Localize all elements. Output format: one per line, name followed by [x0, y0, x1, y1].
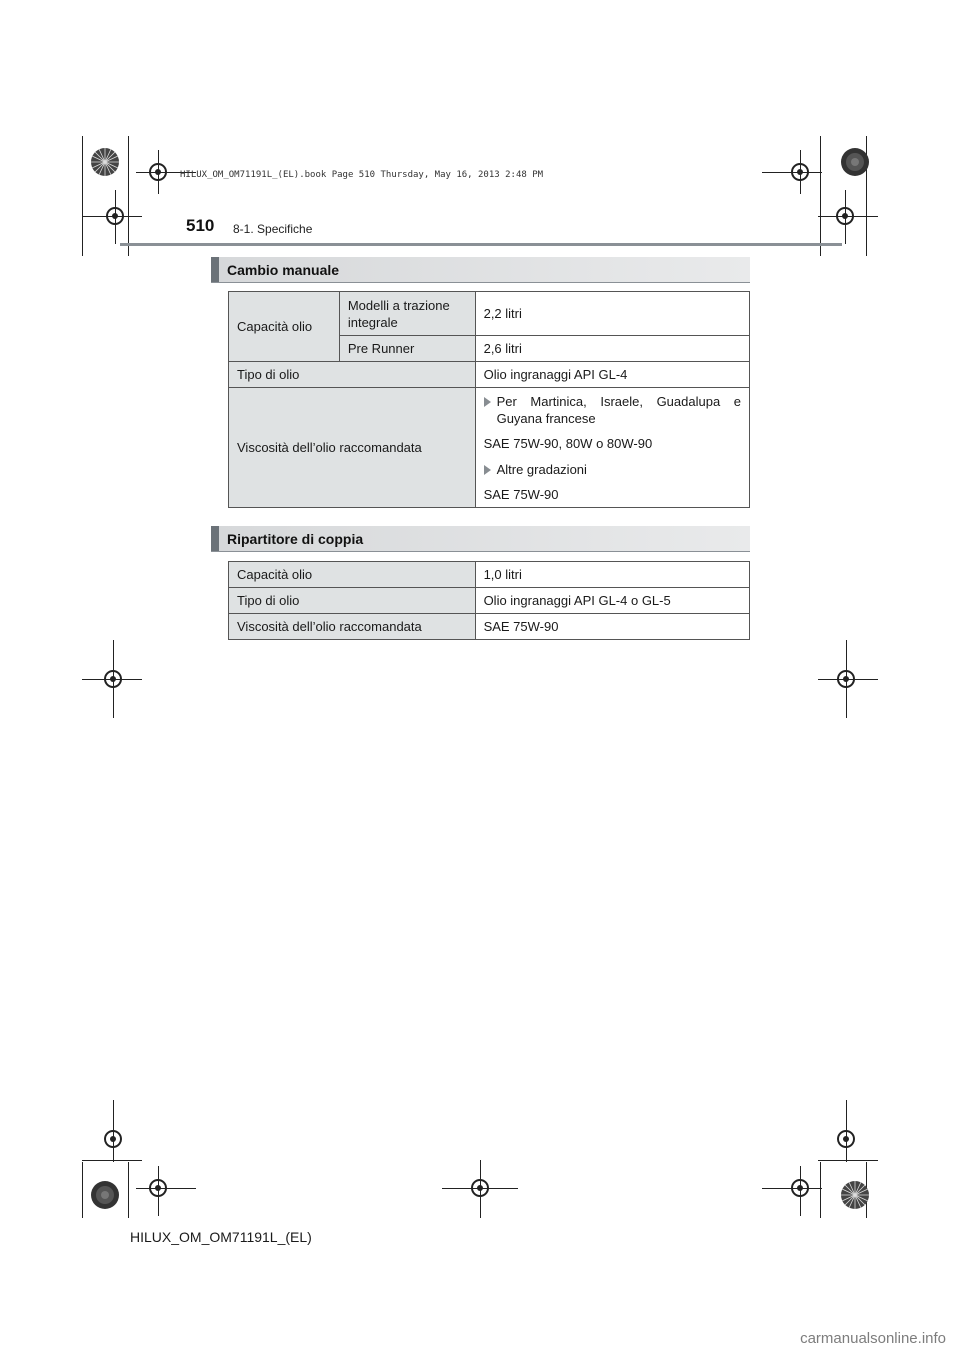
bullet-triangle-icon	[484, 397, 491, 407]
transfer-row-value: 1,0 litri	[475, 562, 749, 588]
model-capacity-value: 2,6 litri	[475, 336, 749, 362]
transfer-row-label: Capacità olio	[229, 562, 476, 588]
print-stamp: HILUX_OM_OM71191L_(EL).book Page 510 Thursday, May 16, 2013 2:48 PM	[180, 170, 544, 180]
registration-mark-icon	[835, 668, 857, 690]
transfer-row-label: Viscosità dell’olio raccomandata	[229, 614, 476, 640]
registration-mark-icon	[469, 1177, 491, 1199]
registration-mark-icon	[789, 161, 811, 183]
sunburst-mark-icon	[90, 1180, 120, 1210]
viscosity-condition-text: Per Martinica, Israele, Guadalupa e	[496, 393, 741, 409]
registration-mark-icon	[147, 1177, 169, 1199]
sunburst-mark-icon	[840, 1180, 870, 1210]
registration-mark-icon	[102, 1128, 124, 1150]
header-rule	[120, 243, 842, 246]
table-row	[229, 588, 750, 614]
sunburst-mark-icon	[90, 147, 120, 177]
viscosity-condition-text-cont: Guyana francese	[496, 410, 596, 426]
transfer-row-label: Tipo di olio	[229, 588, 476, 614]
oil-type-value: Olio ingranaggi API GL-4	[475, 362, 749, 388]
section-reference: 8-1. Specifiche	[233, 222, 313, 236]
table-row	[229, 388, 750, 508]
model-name: Modelli a trazione integrale	[339, 292, 475, 336]
section-title-manual-transmission	[211, 257, 750, 283]
bullet-triangle-icon	[484, 465, 491, 475]
transfer-row-value: Olio ingranaggi API GL-4 o GL-5	[475, 588, 749, 614]
section-title-bar	[211, 257, 219, 282]
sunburst-mark-icon	[840, 147, 870, 177]
registration-mark-icon	[147, 161, 169, 183]
model-capacity-value: 2,2 litri	[475, 292, 749, 336]
viscosity-condition-2	[484, 461, 741, 478]
section-title-bar	[211, 526, 219, 551]
manual-transmission-table	[228, 291, 750, 508]
section-title-transfer	[211, 526, 750, 552]
model-name: Pre Runner	[339, 336, 475, 362]
watermark: carmanualsonline.info	[800, 1330, 946, 1347]
table-row	[229, 292, 750, 336]
registration-mark-icon	[104, 205, 126, 227]
section-title-text: Cambio manuale	[227, 261, 340, 278]
oil-type-label: Tipo di olio	[229, 362, 476, 388]
registration-mark-icon	[102, 668, 124, 690]
table-row	[229, 614, 750, 640]
registration-mark-icon	[834, 205, 856, 227]
table-row	[229, 562, 750, 588]
viscosity-cell	[475, 388, 749, 508]
viscosity-value-2: SAE 75W-90	[483, 486, 559, 502]
section-title-text: Ripartitore di coppia	[227, 530, 364, 547]
viscosity-value-1: SAE 75W-90, 80W o 80W-90	[483, 435, 653, 451]
viscosity-condition-text: Altre gradazioni	[496, 461, 587, 477]
viscosity-label: Viscosità dell’olio raccomandata	[229, 388, 476, 508]
viscosity-condition-1	[484, 393, 741, 427]
transfer-row-value: SAE 75W-90	[475, 614, 749, 640]
footer-doc-code: HILUX_OM_OM71191L_(EL)	[130, 1229, 312, 1245]
oil-capacity-label: Capacità olio	[229, 292, 340, 362]
table-row	[229, 362, 750, 388]
registration-mark-icon	[835, 1128, 857, 1150]
transfer-table	[228, 561, 750, 640]
page-number: 510	[186, 216, 215, 235]
registration-mark-icon	[789, 1177, 811, 1199]
